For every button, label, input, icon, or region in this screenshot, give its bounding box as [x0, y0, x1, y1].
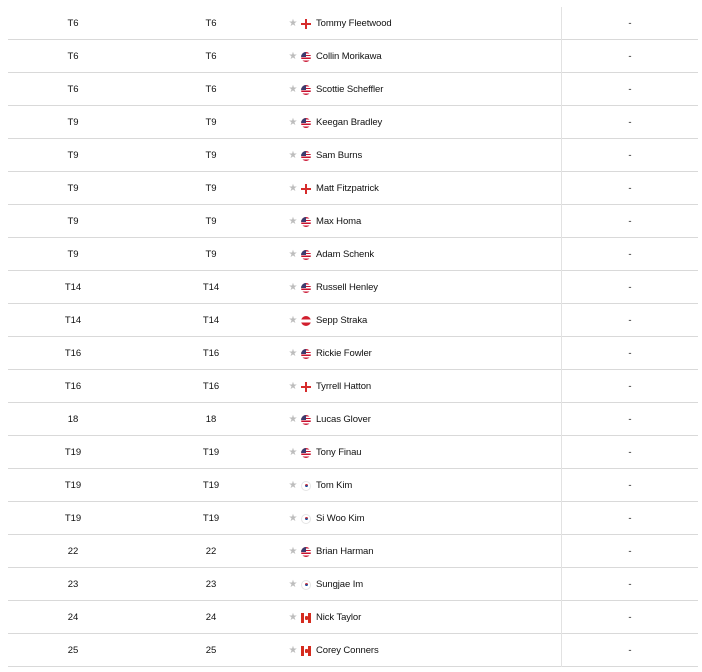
player-name[interactable]: Corey Conners — [316, 645, 379, 656]
player-name[interactable]: Tom Kim — [316, 480, 353, 491]
player-cell — [288, 502, 558, 535]
star-icon[interactable]: ★ — [288, 182, 298, 194]
player-cell — [288, 106, 558, 139]
position-cell: T6 — [67, 84, 79, 95]
table-row[interactable] — [8, 568, 698, 601]
column-divider — [561, 436, 562, 469]
start-position-cell: T14 — [202, 315, 220, 326]
column-divider — [561, 304, 562, 337]
column-divider — [561, 337, 562, 370]
column-divider — [561, 601, 562, 634]
player-name[interactable]: Sepp Straka — [316, 315, 368, 326]
flag-icon-usa — [301, 250, 311, 260]
position-cell: T9 — [67, 117, 79, 128]
start-position-cell: T19 — [202, 480, 220, 491]
today-score-cell: - — [628, 381, 632, 392]
flag-icon-usa — [301, 85, 311, 95]
today-score-cell: - — [628, 447, 632, 458]
star-icon[interactable]: ★ — [288, 83, 298, 95]
star-icon[interactable]: ★ — [288, 215, 298, 227]
star-icon[interactable]: ★ — [288, 413, 298, 425]
column-divider — [561, 106, 562, 139]
position-cell: T6 — [67, 51, 79, 62]
table-row[interactable] — [8, 469, 698, 502]
position-cell: T6 — [67, 18, 79, 29]
player-name[interactable]: Max Homa — [316, 216, 362, 227]
position-cell: 24 — [67, 612, 79, 623]
leaderboard-table — [0, 7, 702, 667]
table-row[interactable] — [8, 436, 698, 469]
position-cell: T9 — [67, 216, 79, 227]
player-name[interactable]: Russell Henley — [316, 282, 378, 293]
start-position-cell: T9 — [205, 249, 217, 260]
column-divider — [561, 139, 562, 172]
table-row[interactable] — [8, 403, 698, 436]
table-row[interactable] — [8, 337, 698, 370]
start-position-cell: T6 — [205, 51, 217, 62]
player-name[interactable]: Tony Finau — [316, 447, 362, 458]
start-position-cell: T19 — [202, 513, 220, 524]
flag-icon-eng — [301, 382, 311, 392]
player-cell — [288, 370, 558, 403]
table-row[interactable] — [8, 7, 698, 40]
today-score-cell: - — [628, 645, 632, 656]
column-divider — [561, 271, 562, 304]
today-score-cell: - — [628, 18, 632, 29]
column-divider — [561, 535, 562, 568]
flag-icon-aut — [301, 316, 311, 326]
star-icon[interactable]: ★ — [288, 314, 298, 326]
start-position-cell: 24 — [205, 612, 217, 623]
star-icon[interactable]: ★ — [288, 578, 298, 590]
player-cell — [288, 238, 558, 271]
today-score-cell: - — [628, 513, 632, 524]
position-cell: T16 — [64, 381, 82, 392]
player-cell — [288, 634, 558, 667]
star-icon[interactable]: ★ — [288, 380, 298, 392]
position-cell: T14 — [64, 282, 82, 293]
column-divider — [561, 205, 562, 238]
flag-icon-can — [301, 646, 311, 656]
start-position-cell: T9 — [205, 183, 217, 194]
today-score-cell: - — [628, 249, 632, 260]
position-cell: T9 — [67, 249, 79, 260]
start-position-cell: T16 — [202, 381, 220, 392]
today-score-cell: - — [628, 183, 632, 194]
column-divider — [561, 73, 562, 106]
column-divider — [561, 172, 562, 205]
star-icon[interactable]: ★ — [288, 248, 298, 260]
player-cell — [288, 7, 558, 40]
table-row[interactable] — [8, 304, 698, 337]
flag-icon-kor — [301, 514, 311, 524]
start-position-cell: T9 — [205, 216, 217, 227]
position-cell: T14 — [64, 315, 82, 326]
position-cell: T9 — [67, 150, 79, 161]
table-row[interactable] — [8, 634, 698, 667]
flag-icon-kor — [301, 580, 311, 590]
player-name[interactable]: Tyrrell Hatton — [316, 381, 372, 392]
player-name[interactable]: Si Woo Kim — [316, 513, 365, 524]
start-position-cell: T16 — [202, 348, 220, 359]
star-icon[interactable]: ★ — [288, 611, 298, 623]
today-score-cell: - — [628, 51, 632, 62]
start-position-cell: 22 — [205, 546, 217, 557]
player-name[interactable]: Nick Taylor — [316, 612, 362, 623]
column-divider — [561, 40, 562, 73]
star-icon[interactable]: ★ — [288, 479, 298, 491]
player-cell — [288, 205, 558, 238]
flag-icon-usa — [301, 415, 311, 425]
player-cell — [288, 469, 558, 502]
flag-icon-usa — [301, 448, 311, 458]
player-cell — [288, 73, 558, 106]
player-cell — [288, 568, 558, 601]
player-cell — [288, 40, 558, 73]
position-cell: T19 — [64, 447, 82, 458]
table-row[interactable] — [8, 370, 698, 403]
player-cell — [288, 403, 558, 436]
player-name[interactable]: Brian Harman — [316, 546, 374, 557]
today-score-cell: - — [628, 546, 632, 557]
flag-icon-usa — [301, 118, 311, 128]
table-row[interactable] — [8, 271, 698, 304]
position-cell: 22 — [67, 546, 79, 557]
today-score-cell: - — [628, 612, 632, 623]
start-position-cell: T6 — [205, 84, 217, 95]
player-cell — [288, 535, 558, 568]
table-row[interactable] — [8, 502, 698, 535]
star-icon[interactable]: ★ — [288, 545, 298, 557]
today-score-cell: - — [628, 315, 632, 326]
table-row[interactable] — [8, 172, 698, 205]
flag-icon-can — [301, 613, 311, 623]
flag-icon-usa — [301, 52, 311, 62]
player-name[interactable]: Scottie Scheffler — [316, 84, 384, 95]
start-position-cell: 23 — [205, 579, 217, 590]
start-position-cell: T9 — [205, 117, 217, 128]
player-name[interactable]: Adam Schenk — [316, 249, 375, 260]
column-divider — [561, 568, 562, 601]
start-position-cell: T19 — [202, 447, 220, 458]
player-name[interactable]: Sungjae Im — [316, 579, 364, 590]
star-icon[interactable]: ★ — [288, 446, 298, 458]
flag-icon-usa — [301, 151, 311, 161]
position-cell: T9 — [67, 183, 79, 194]
flag-icon-usa — [301, 547, 311, 557]
column-divider — [561, 502, 562, 535]
flag-icon-usa — [301, 349, 311, 359]
today-score-cell: - — [628, 84, 632, 95]
start-position-cell: T14 — [202, 282, 220, 293]
player-cell — [288, 172, 558, 205]
star-icon[interactable]: ★ — [288, 50, 298, 62]
player-cell — [288, 601, 558, 634]
column-divider — [561, 238, 562, 271]
star-icon[interactable]: ★ — [288, 116, 298, 128]
player-cell — [288, 139, 558, 172]
today-score-cell: - — [628, 348, 632, 359]
column-divider — [561, 469, 562, 502]
position-cell: 18 — [67, 414, 79, 425]
star-icon[interactable]: ★ — [288, 149, 298, 161]
player-name[interactable]: Matt Fitzpatrick — [316, 183, 379, 194]
today-score-cell: - — [628, 480, 632, 491]
table-row[interactable] — [8, 73, 698, 106]
player-cell — [288, 436, 558, 469]
player-cell — [288, 271, 558, 304]
column-divider — [561, 7, 562, 40]
player-name[interactable]: Lucas Glover — [316, 414, 371, 425]
table-row[interactable] — [8, 535, 698, 568]
player-name[interactable]: Sam Burns — [316, 150, 363, 161]
today-score-cell: - — [628, 282, 632, 293]
flag-icon-eng — [301, 19, 311, 29]
table-row[interactable] — [8, 238, 698, 271]
position-cell: T16 — [64, 348, 82, 359]
column-divider — [561, 370, 562, 403]
column-divider — [561, 403, 562, 436]
flag-icon-usa — [301, 283, 311, 293]
table-row[interactable] — [8, 601, 698, 634]
position-cell: 25 — [67, 645, 79, 656]
start-position-cell: 18 — [205, 414, 217, 425]
flag-icon-usa — [301, 217, 311, 227]
start-position-cell: T6 — [205, 18, 217, 29]
player-name[interactable]: Collin Morikawa — [316, 51, 382, 62]
player-name[interactable]: Keegan Bradley — [316, 117, 383, 128]
player-cell — [288, 337, 558, 370]
today-score-cell: - — [628, 117, 632, 128]
star-icon[interactable]: ★ — [288, 512, 298, 524]
flag-icon-kor — [301, 481, 311, 491]
start-position-cell: 25 — [205, 645, 217, 656]
table-row[interactable] — [8, 139, 698, 172]
start-position-cell: T9 — [205, 150, 217, 161]
today-score-cell: - — [628, 216, 632, 227]
today-score-cell: - — [628, 150, 632, 161]
star-icon[interactable]: ★ — [288, 347, 298, 359]
position-cell: T19 — [64, 480, 82, 491]
star-icon[interactable]: ★ — [288, 17, 298, 29]
star-icon[interactable]: ★ — [288, 281, 298, 293]
flag-icon-eng — [301, 184, 311, 194]
player-name[interactable]: Tommy Fleetwood — [316, 18, 392, 29]
table-row[interactable] — [8, 205, 698, 238]
position-cell: 23 — [67, 579, 79, 590]
player-cell — [288, 304, 558, 337]
star-icon[interactable]: ★ — [288, 644, 298, 656]
today-score-cell: - — [628, 414, 632, 425]
today-score-cell: - — [628, 579, 632, 590]
player-name[interactable]: Rickie Fowler — [316, 348, 372, 359]
table-row[interactable] — [8, 106, 698, 139]
position-cell: T19 — [64, 513, 82, 524]
column-divider — [561, 634, 562, 667]
table-row[interactable] — [8, 40, 698, 73]
